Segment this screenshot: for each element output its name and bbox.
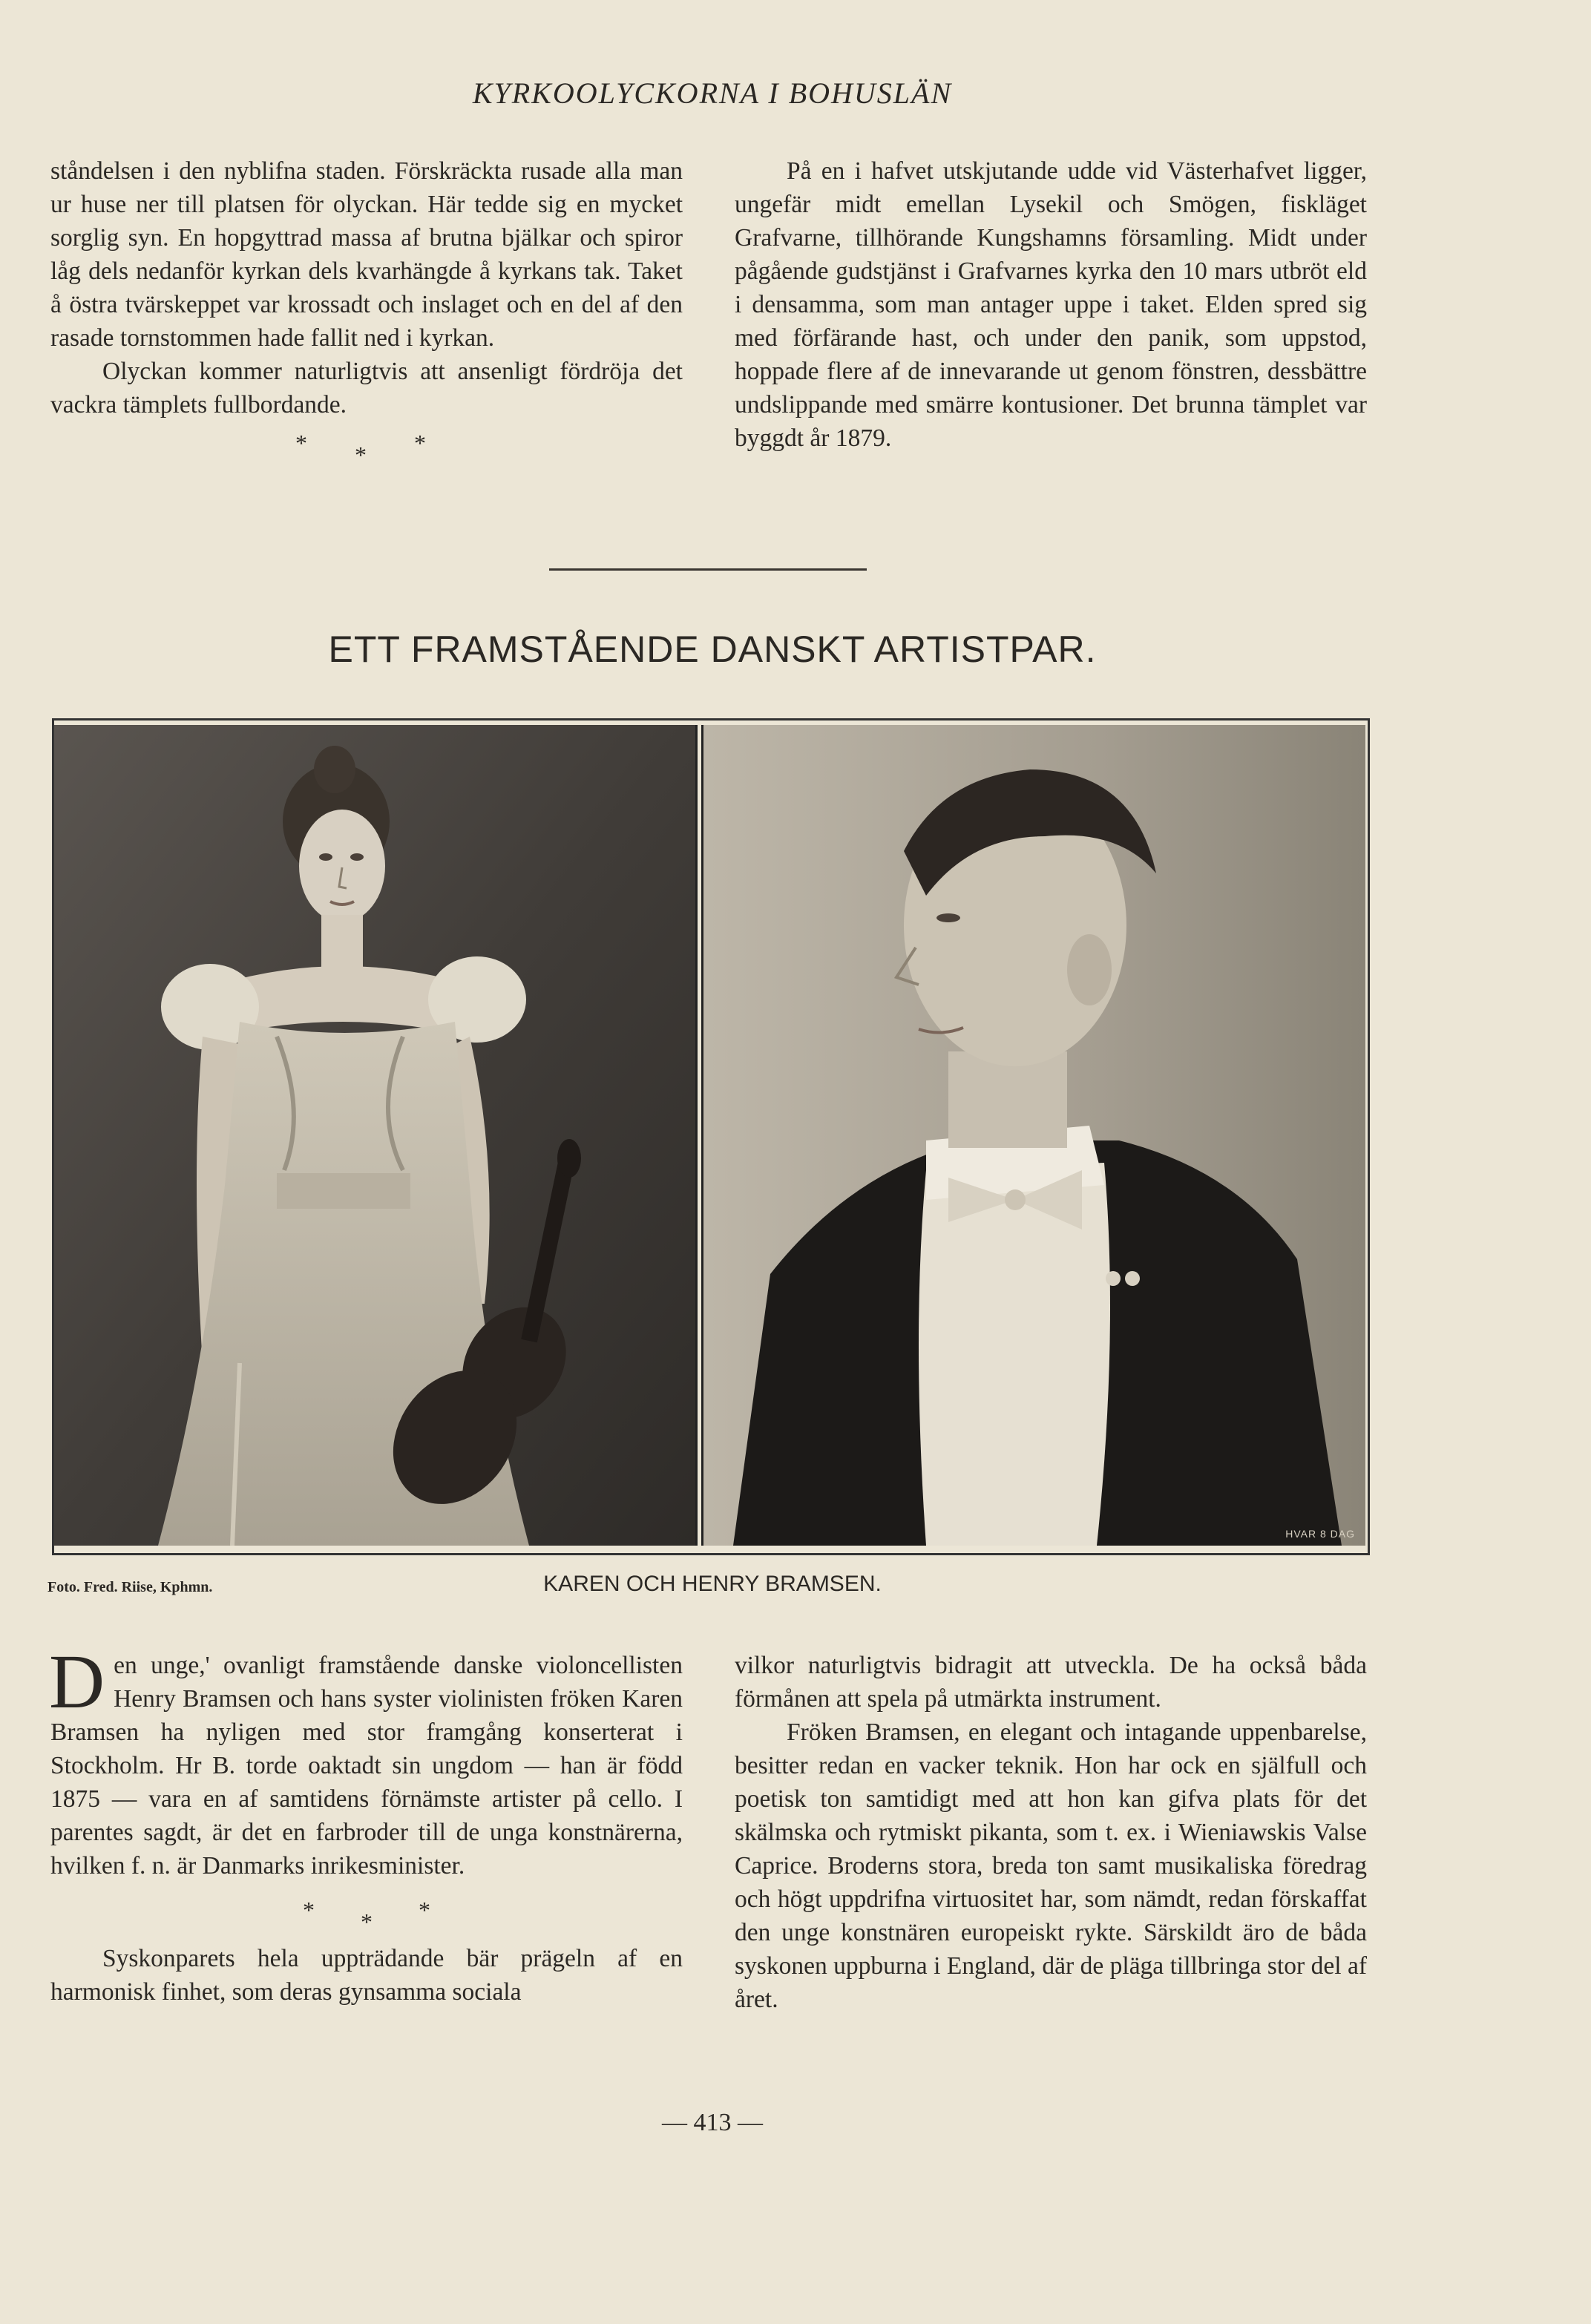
paragraph: Fröken Bramsen, en elegant och intagande uppenbarelse, besitter redan en vacker teknik. Hon har ock en själfull och poetisk ton samtidigt med att hon kan gifva plats för det skälmska och rytmiskt pikanta, som t. ex. i Wieniawskis Valse Caprice. Broderns stora, breda ton samt musikaliska föredrag och högt uppdrifna virtuositet har, som nämdt, redan förskaffat den unge konstnären europeiskt rykte. Särskildt äro de båda syskonen uppburna i England, där de pläga tillbringa stor del af året. bbox=[735, 1719, 1367, 2013]
asterisk: * bbox=[295, 430, 307, 456]
top-right-column bbox=[735, 154, 1367, 455]
bottom-left-column bbox=[49, 1639, 683, 2009]
paragraph: Syskonparets hela uppträdande bär prägeln af en harmonisk finhet, som deras gynsamma sociala bbox=[50, 1945, 683, 2006]
portrait-karen-bramsen bbox=[54, 725, 698, 1546]
paragraph: en unge,' ovanligt framstående danske violoncellisten Henry Bramsen och hans syster violinisten fröken Karen Bramsen ha nyligen med stor framgång konserterat i Stockholm. Hr B. torde oaktadt sin ungdom — han är född 1875 — vara en af samtidens förnämste artister på cello. I parentes sagdt, är det en farbroder till de unga konstnärerna, hvilken f. n. är Danmarks inrikesminister. bbox=[50, 1652, 683, 1880]
top-left-column bbox=[50, 154, 683, 481]
paragraph: På en i hafvet utskjutande udde vid Västerhafvet ligger, ungefär midt emellan Lysekil och Smögen, fiskläget Grafvarne, tillhörande Kungshamns församling. Midt under pågående gudstjänst i Grafvarnes kyrka den 10 mars utbröt eld i densamma, som man antager uppe i taket. Elden spred sig med förfärande hast, och under den panik, som uppstod, hoppade flere af de innevarande ut genom fönstren, dessbättre undslippande med smärre kontusioner. Det brunna tämplet var byggdt år 1879. bbox=[735, 157, 1367, 452]
paragraph: Olyckan kommer naturligtvis att ansenligt fördröja det vackra tämplets fullbordande. bbox=[50, 358, 683, 418]
portrait-henry-bramsen bbox=[701, 725, 1365, 1546]
photo-credit: Foto. Fred. Riise, Kphmn. bbox=[47, 1579, 213, 1595]
asterisk: * bbox=[355, 442, 367, 468]
photo-caption: KAREN OCH HENRY BRAMSEN. bbox=[543, 1572, 882, 1596]
running-head: KYRKOOLYCKORNA I BOHUSLÄN bbox=[472, 76, 953, 110]
page-number: — 413 — bbox=[662, 2109, 763, 2136]
paragraph: ståndelsen i den nyblifna staden. Förskräckta rusade alla man ur huse ner till platsen för olyckan. Här tedde sig en mycket sorglig syn. En hopgyttrad massa af brutna bjälkar och spiror låg dels nedanför kyrkan dels kvarhängde å kyrkans tak. Taket å östra tvärskeppet var krossadt och inslaget och en del af den rasade tornstommen hade fallit ned i kyrkan. bbox=[50, 157, 683, 352]
asterism bbox=[50, 1890, 683, 1942]
asterism bbox=[50, 429, 683, 481]
bottom-right-column bbox=[735, 1649, 1367, 2016]
section-rule bbox=[549, 568, 867, 571]
opening-paragraph bbox=[49, 1639, 683, 1882]
asterisk: * bbox=[303, 1897, 315, 1923]
drop-cap: D bbox=[49, 1639, 105, 1724]
photo-plate bbox=[52, 718, 1370, 1555]
paragraph: vilkor naturligtvis bidragit att utveckla. De ha också båda förmånen att spela på utmärkta instrument. bbox=[735, 1652, 1367, 1713]
engraver-mark: HVAR 8 DAG bbox=[1285, 1528, 1355, 1540]
article-headline: ETT FRAMSTÅENDE DANSKT ARTISTPAR. bbox=[328, 628, 1097, 670]
asterisk: * bbox=[419, 1897, 430, 1923]
asterisk: * bbox=[361, 1908, 373, 1935]
asterisk: * bbox=[414, 430, 426, 456]
